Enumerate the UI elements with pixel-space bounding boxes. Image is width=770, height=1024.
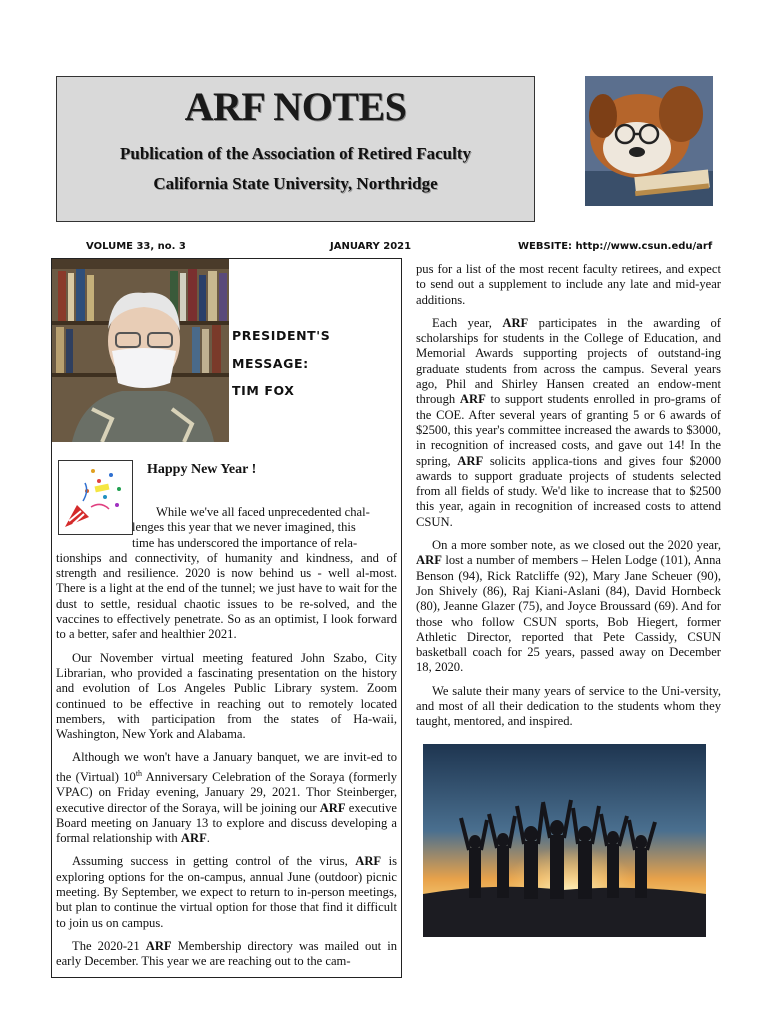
paragraph-line: time has underscored the importance of rela- [132,535,358,550]
happy-new-year-heading: Happy New Year ! [147,462,257,477]
president-heading-line2: MESSAGE: [232,355,309,371]
paragraph-3: Although we won't have a January banquet, we are invit-ed to the (Virtual) 10th Anniversary Celebration of the Soraya (formerly VPAC) on Friday evening, January 29, 2021. Thor Steinberger, executive director of the Soraya, will be joining our ARF executive Board meeting on January 13 to explore and discuss developing a formal relationship with ARF. [56,750,397,846]
paragraph-line: While we've all faced unprecedented chal- [156,505,370,519]
paragraph-2: Our November virtual meeting featured John Szabo, City Librarian, who provided a fascinating presentation on the history and evolution of Los Angeles Public Library system. Zoom continued to be effective in reaching out to remotely located members, with participation from the states of Ha-waii, Washington, New York and Alabama. [56,650,397,742]
right-paragraph-2: Each year, ARF participates in the awarding of scholarships for students in the College of Education, and Memorial Awards supporting projects of outstand-ing graduate students from across the campus. Several years ago, Phil and Shirley Hansen created an endow-ment through ARF to support students enrolled in pro-grams of the COE. After several years of granting 5 or 6 awards of $2500, this year's committee increased the awards to $3000, in recognition of increased costs, and gave out 14! In the spring, ARF solicits applica-tions and gives four $2000 awards to support graduate projects of students selected from all fields of study. We'd like to increase that to $2500 this year, again in recognition of increased costs to attend CSUN. [416,315,721,529]
left-column-text [56,505,397,970]
masthead [56,76,535,222]
issue-info-bar [0,241,770,257]
paragraph-1-rest: tionships and connectivity, of humanity and kindness, and of strength and resilience. 2020 is now behind us - well al-most. There is a light at the end of the tunnel; we just have to wait for the dust to settle, residual chaotic issues to be re-solved, and the vaccines to effectively penetrate. So as an optimist, I look forward to a better, safer and healthier 2021. [56,550,397,642]
president-message-heading [232,322,330,405]
newsletter-subtitle: Publication of the Association of Retired Faculty [120,144,471,163]
president-portrait-photo [52,259,229,442]
institution-name: California State University, Northridge [153,174,438,193]
sunset-silhouette-photo [423,744,706,937]
issue-date: JANUARY 2021 [330,241,412,252]
paragraph-line: lenges this year that we never imagined, this [132,520,356,535]
right-paragraph-4: We salute their many years of service to the Uni-versity, and most of all their dedication to the students whom they taught, mentored, and inspired. [416,683,721,729]
right-paragraph-3: On a more somber note, as we closed out the 2020 year, ARF lost a number of members – Helen Lodge (101), Anna Benson (94), Rick Ratcliffe (92), Mary Jane Scheuer (90), Jon Shively (86), Raj Kiani-Aslani (84), David Hornbeck (80), Jeanne Glazer (75), and Joyce Broussard (69). And for those who follow CSUN sports, Bob Hiegert, former Athletic Director, reported that Pete Cassidy, CSUN basketball coach for 25 years, passed away on December 18, 2020. [416,538,721,675]
president-heading-line3: TIM FOX [232,383,295,398]
paragraph-5: The 2020-21 ARF Membership directory was mailed out in early December. This year we are reaching out to the cam- [56,938,397,969]
paragraph-4: Assuming success in getting control of the virus, ARF is exploring options for the on-campus, annual June (outdoor) picnic meeting. By September, we expect to return to in-person meetings, but plan to continue the virtual option for those that find it difficult to join us on campus. [56,854,397,930]
volume-number: VOLUME 33, no. 3 [86,241,186,252]
website-link[interactable]: WEBSITE: http://www.csun.edu/arf [518,241,713,252]
dog-reading-image [585,76,713,206]
right-column-text [416,262,721,730]
newsletter-title: ARF NOTES [184,84,407,129]
right-paragraph-1: pus for a list of the most recent faculty retirees, and expect to send out a supplement to include any late and mid-year additions. [416,262,721,307]
president-heading-line1: PRESIDENT'S [232,328,331,343]
